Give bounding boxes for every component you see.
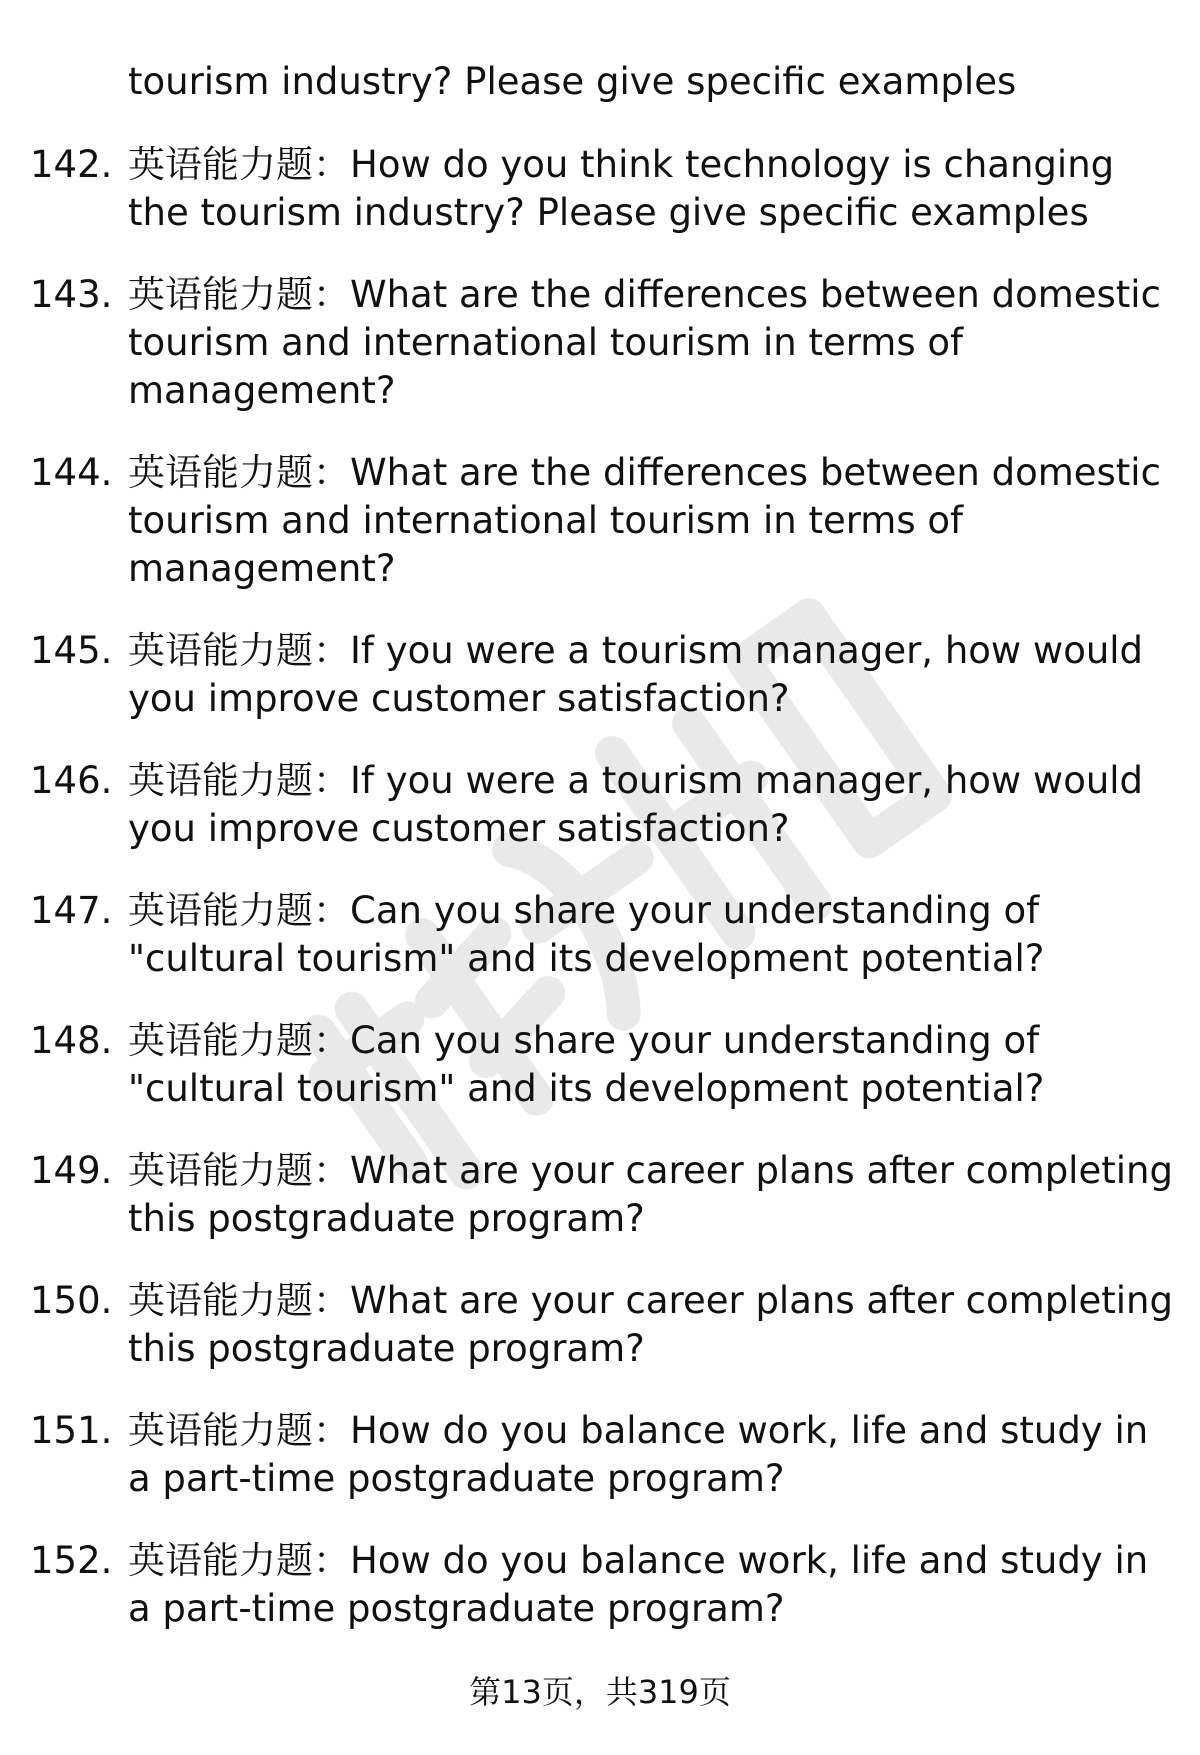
question-prefix: 英语能力题： [128,629,350,672]
question-prefix: 英语能力题： [128,1539,350,1582]
question-number: 152. [30,1539,113,1582]
question-body: If you were a tourism manager, how would you improve customer satisfaction? [128,629,1144,720]
list-item [30,271,1180,415]
question-number: 144. [30,451,113,494]
question-text [128,1537,1180,1633]
question-body: How do you think technology is changing the tourism industry? Please give specific examples [128,143,1115,234]
question-body: Can you share your understanding of "cultural tourism" and its development potential? [128,889,1045,980]
question-number: 150. [30,1279,113,1322]
question-text [128,449,1180,593]
question-text [128,141,1180,237]
page-footer: 第13页，共319页 [469,1673,731,1711]
question-text [128,757,1180,853]
question-text [128,1147,1180,1243]
list-item [30,1017,1180,1113]
list-item [30,887,1180,983]
list-item [30,1537,1180,1633]
question-prefix: 英语能力题： [128,1279,350,1322]
question-prefix: 英语能力题： [128,1409,350,1452]
list-item [30,1277,1180,1373]
question-list [30,141,1180,1667]
question-body: What are the differences between domestic tourism and international tourism in terms of management? [128,273,1161,412]
list-item [30,141,1180,237]
question-text [128,1407,1180,1503]
question-number: 149. [30,1149,113,1192]
question-number: 145. [30,629,113,672]
question-prefix: 英语能力题： [128,273,350,316]
list-item [30,1407,1180,1503]
question-text [128,271,1180,415]
question-number: 142. [30,143,113,186]
question-number: 148. [30,1019,113,1062]
continued-question-text: tourism industry? Please give specific examples [128,60,1017,103]
question-text [128,627,1180,723]
list-item [30,627,1180,723]
question-body: What are the differences between domestic tourism and international tourism in terms of management? [128,451,1161,590]
question-body: Can you share your understanding of "cultural tourism" and its development potential? [128,1019,1045,1110]
question-number: 147. [30,889,113,932]
question-prefix: 英语能力题： [128,1149,350,1192]
list-item [30,757,1180,853]
question-number: 143. [30,273,113,316]
question-prefix: 英语能力题： [128,143,350,186]
question-number: 146. [30,759,113,802]
question-prefix: 英语能力题： [128,451,350,494]
question-prefix: 英语能力题： [128,1019,350,1062]
question-text [128,887,1180,983]
question-body: How do you balance work, life and study in a part-time postgraduate program? [128,1539,1149,1630]
question-prefix: 英语能力题： [128,889,350,932]
question-number: 151. [30,1409,113,1452]
question-body: What are your career plans after completing this postgraduate program? [128,1279,1173,1370]
question-prefix: 英语能力题： [128,759,350,802]
question-text [128,1277,1180,1373]
question-body: How do you balance work, life and study in a part-time postgraduate program? [128,1409,1149,1500]
question-text [128,1017,1180,1113]
question-body: If you were a tourism manager, how would you improve customer satisfaction? [128,759,1144,850]
list-item [30,449,1180,593]
list-item [30,1147,1180,1243]
question-body: What are your career plans after completing this postgraduate program? [128,1149,1173,1240]
